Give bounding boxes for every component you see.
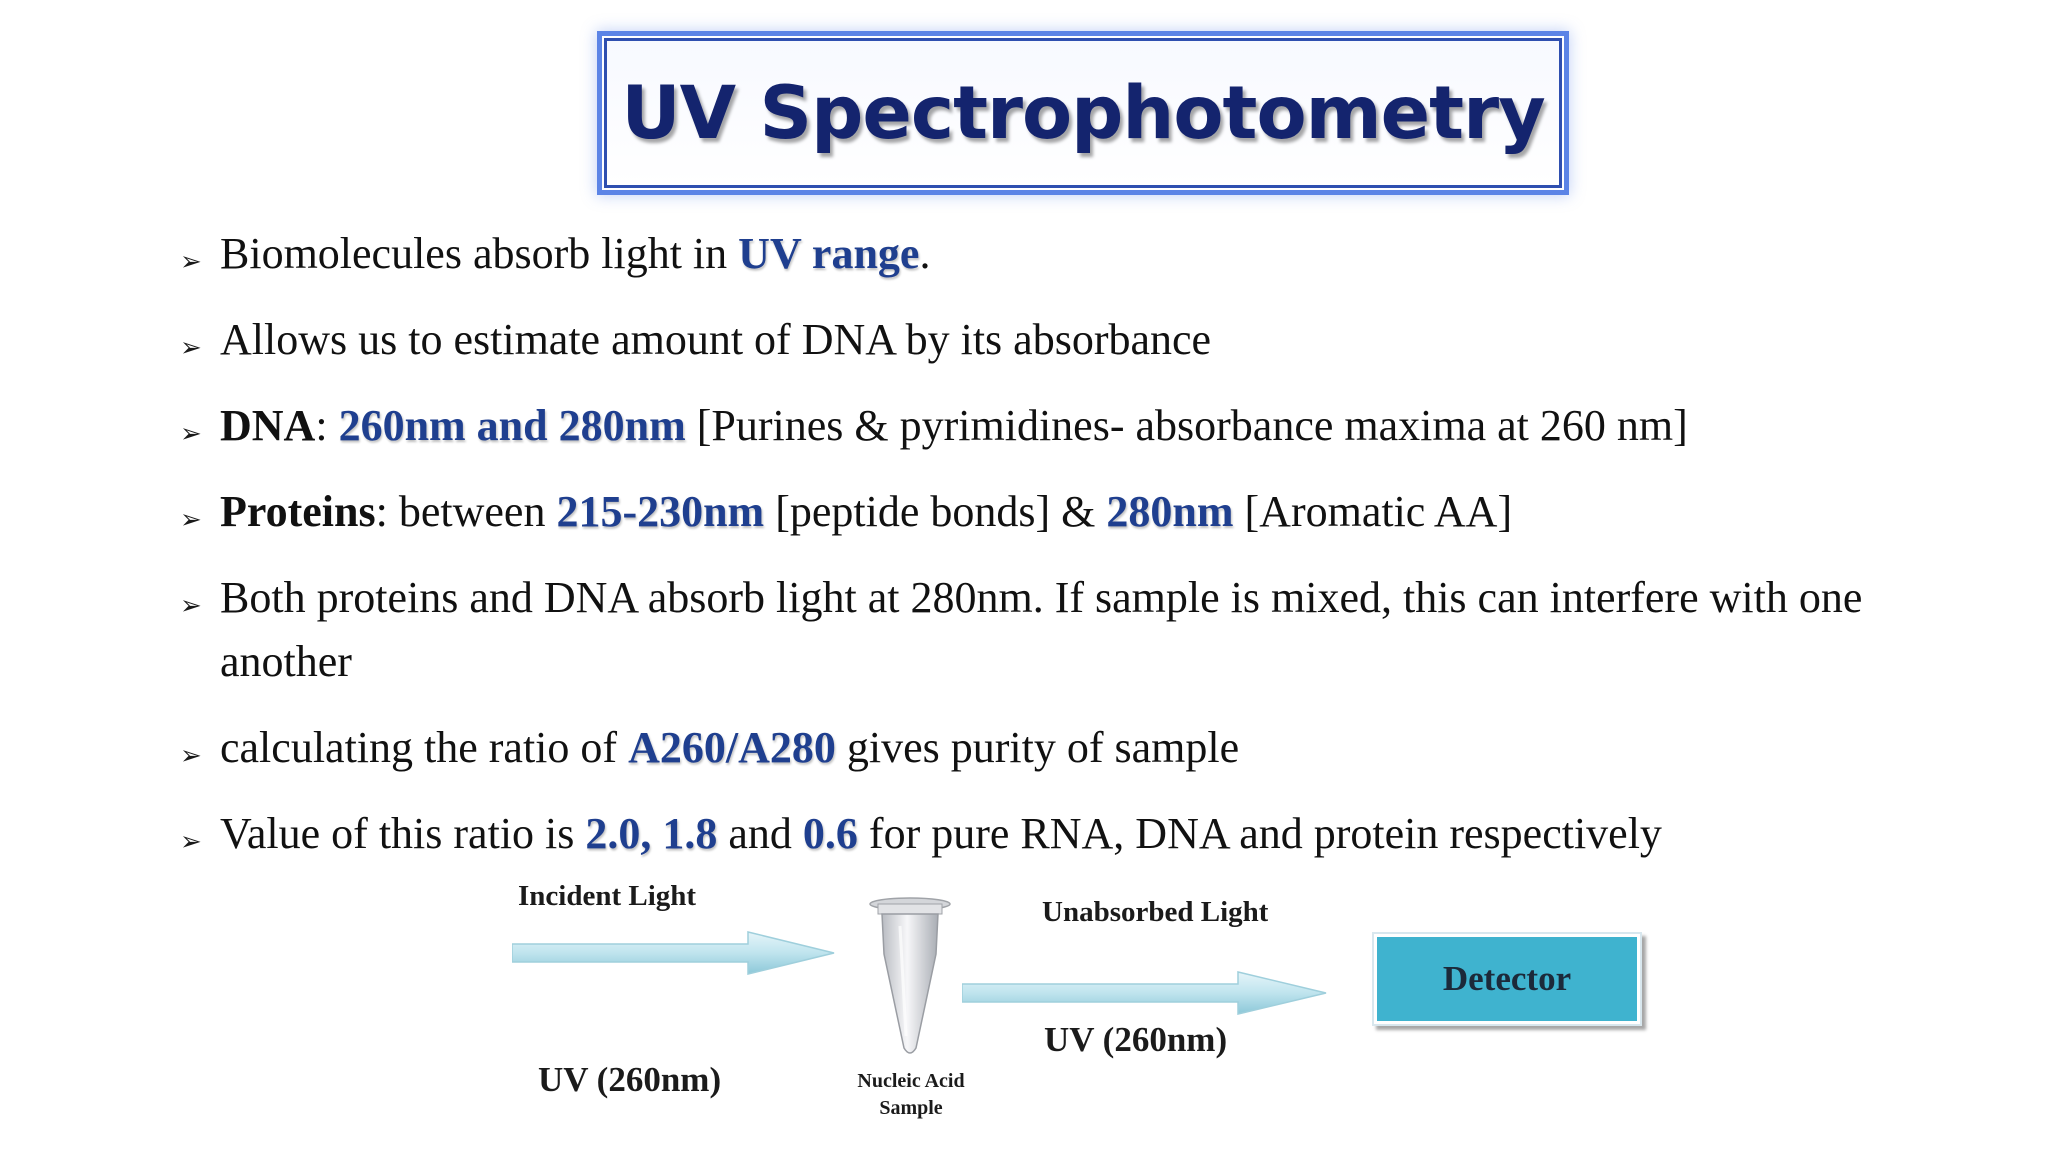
incident-light-arrow: [512, 930, 836, 976]
detector-box: [1372, 932, 1642, 1026]
bullet-text: [220, 222, 930, 286]
bullet-arrow-icon: ➢: [180, 419, 202, 449]
text-segment: calculating the ratio of: [220, 723, 629, 772]
title-box: [604, 38, 1562, 188]
text-segment: Both proteins and DNA absorb light at 280nm. If sample is mixed, this can interfere with one: [220, 573, 1863, 622]
highlighted-term: 2.0, 1.8: [585, 809, 718, 858]
slide-title: UV Spectrophotometry: [621, 70, 1545, 156]
text-segment: gives purity of sample: [835, 723, 1240, 772]
sample-tube-icon: [862, 896, 962, 1060]
highlighted-term: 215-230nm: [556, 487, 765, 536]
sample-label-line1: Nucleic Acid: [857, 1070, 965, 1092]
bullet-arrow-icon: ➢: [180, 505, 202, 535]
text-segment: :: [315, 401, 339, 450]
bullet-text: [220, 802, 1662, 866]
text-segment: : between: [375, 487, 557, 536]
text-segment: [Aromatic AA]: [1233, 487, 1513, 536]
text-segment: for pure RNA, DNA and protein respectively: [857, 809, 1662, 858]
text-segment: Biomolecules absorb light in: [220, 229, 739, 278]
highlighted-term: UV range: [738, 229, 920, 278]
bullet-text: [220, 480, 1512, 544]
highlighted-term: A260/A280: [628, 723, 836, 772]
incident-wavelength-label: UV (260nm): [538, 1060, 722, 1099]
bullet-continuation: another: [220, 637, 352, 686]
bold-term: Proteins: [220, 487, 376, 536]
text-segment: Value of this ratio is: [220, 809, 586, 858]
text-segment: Allows us to estimate amount of DNA by its absorbance: [220, 315, 1212, 364]
bullet-text: [220, 716, 1239, 780]
text-segment: [Purines & pyrimidines- absorbance maxima at 260 nm]: [685, 401, 1688, 450]
text-segment: and: [717, 809, 803, 858]
unabsorbed-light-arrow: [962, 970, 1328, 1016]
bullet-text: [220, 394, 1688, 458]
incident-light-label: Incident Light: [518, 880, 697, 912]
sample-label: [846, 1068, 976, 1122]
sample-label-line2: Sample: [879, 1097, 943, 1119]
bullet-arrow-icon: ➢: [180, 591, 202, 621]
detector-label: Detector: [1442, 959, 1572, 998]
bold-term: DNA: [220, 401, 316, 450]
bullet-arrow-icon: ➢: [180, 333, 202, 363]
text-segment: .: [919, 229, 931, 278]
highlighted-term: 0.6: [802, 809, 858, 858]
unabsorbed-wavelength-label: UV (260nm): [1044, 1020, 1228, 1059]
highlighted-term: 280nm: [1106, 487, 1234, 536]
bullet-text: [220, 566, 1862, 630]
bullet-arrow-icon: ➢: [180, 827, 202, 857]
highlighted-term: 260nm and 280nm: [338, 401, 686, 450]
bullet-text: [220, 308, 1211, 372]
text-segment: [peptide bonds] &: [764, 487, 1107, 536]
unabsorbed-light-label: Unabsorbed Light: [1042, 896, 1269, 928]
bullet-arrow-icon: ➢: [180, 741, 202, 771]
bullet-arrow-icon: ➢: [180, 247, 202, 277]
